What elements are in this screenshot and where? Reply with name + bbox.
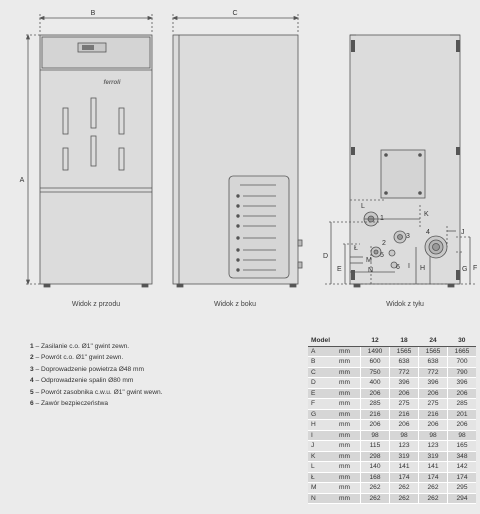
dimension-value: 295 xyxy=(448,483,477,494)
dimension-value: 700 xyxy=(448,357,477,368)
dim-label-l: L xyxy=(361,203,365,210)
dimension-value: 750 xyxy=(361,367,390,378)
dimension-value: 165 xyxy=(448,441,477,452)
dimension-value: 115 xyxy=(361,441,390,452)
dimension-value: 216 xyxy=(361,409,390,420)
dimension-value: 396 xyxy=(419,378,448,389)
dimension-value: 216 xyxy=(419,409,448,420)
dimension-unit: mm xyxy=(336,399,361,410)
dimension-value: 275 xyxy=(419,399,448,410)
dimension-value: 396 xyxy=(448,378,477,389)
dimension-key: C xyxy=(308,367,336,378)
dimension-key: E xyxy=(308,388,336,399)
dimension-key: D xyxy=(308,378,336,389)
dimension-value: 201 xyxy=(448,409,477,420)
dimension-unit: mm xyxy=(336,451,361,462)
connection-number-1: 1 xyxy=(380,215,384,222)
dimension-key: I xyxy=(308,430,336,441)
dimension-value: 206 xyxy=(361,420,390,431)
legend-item: 6 – Zawór bezpieczeństwa xyxy=(30,400,109,408)
table-row xyxy=(308,493,476,504)
dimension-value: 1490 xyxy=(361,346,390,357)
dimension-value: 772 xyxy=(390,367,419,378)
dim-label-m: M xyxy=(366,257,372,264)
dimension-key: M xyxy=(308,483,336,494)
table-header-row xyxy=(308,336,476,346)
dimension-value: 600 xyxy=(361,357,390,368)
connection-number-2: 2 xyxy=(382,240,386,247)
dimension-value: 98 xyxy=(390,430,419,441)
dimension-unit: mm xyxy=(336,493,361,504)
table-body xyxy=(308,346,476,504)
caption-side-view: Widok z boku xyxy=(213,301,257,308)
dimension-key: A xyxy=(308,346,336,357)
dimension-value: 206 xyxy=(361,388,390,399)
dimension-value: 206 xyxy=(448,388,477,399)
dimensions-table xyxy=(308,336,476,504)
legend-item: 1 – Zasilanie c.o. Ø1" gwint zewn. xyxy=(30,343,130,350)
table-row xyxy=(308,451,476,462)
dimension-value: 140 xyxy=(361,462,390,473)
table-row xyxy=(308,367,476,378)
dimension-value: 1665 xyxy=(448,346,477,357)
dimension-key: G xyxy=(308,409,336,420)
dimension-value: 319 xyxy=(419,451,448,462)
dimension-value: 174 xyxy=(390,472,419,483)
dimension-value: 98 xyxy=(419,430,448,441)
dimension-unit: mm xyxy=(336,378,361,389)
table-row xyxy=(308,388,476,399)
header-model-18: 18 xyxy=(390,336,419,346)
connection-number-4: 4 xyxy=(426,229,430,236)
table-row xyxy=(308,378,476,389)
dimension-key: H xyxy=(308,420,336,431)
dimension-value: 772 xyxy=(419,367,448,378)
dimension-value: 216 xyxy=(390,409,419,420)
header-model-30: 30 xyxy=(448,336,477,346)
dimension-unit: mm xyxy=(336,430,361,441)
legend-item: 2 – Powrót c.o. Ø1" gwint zewn. xyxy=(30,354,124,362)
table-row xyxy=(308,357,476,368)
dimension-value: 123 xyxy=(390,441,419,452)
dimension-unit: mm xyxy=(336,409,361,420)
caption-rear-view: Widok z tyłu xyxy=(386,301,424,308)
dimension-value: 262 xyxy=(390,493,419,504)
header-model: Model xyxy=(308,336,361,346)
dimension-unit: mm xyxy=(336,357,361,368)
dimension-key: J xyxy=(308,441,336,452)
table-row xyxy=(308,399,476,410)
connection-number-5: 5 xyxy=(380,252,384,259)
dimension-unit: mm xyxy=(336,441,361,452)
dimension-value: 285 xyxy=(448,399,477,410)
connection-number-3: 3 xyxy=(406,233,410,240)
dimension-value: 206 xyxy=(419,420,448,431)
dimension-value: 294 xyxy=(448,493,477,504)
dimension-key: F xyxy=(308,399,336,410)
dimension-value: 174 xyxy=(448,472,477,483)
dim-label-h: H xyxy=(420,265,426,272)
dim-label-n: N xyxy=(368,267,374,274)
dimension-value: 396 xyxy=(390,378,419,389)
dimension-value: 206 xyxy=(448,420,477,431)
dimension-unit: mm xyxy=(336,462,361,473)
dimension-value: 348 xyxy=(448,451,477,462)
dimension-value: 790 xyxy=(448,367,477,378)
dim-label-e: E xyxy=(337,266,342,273)
dim-label-g: G xyxy=(462,266,468,273)
dimension-unit: mm xyxy=(336,388,361,399)
dim-label-c: C xyxy=(232,10,238,17)
dimension-value: 123 xyxy=(419,441,448,452)
connection-number-6: 6 xyxy=(396,264,400,271)
dimension-value: 142 xyxy=(448,462,477,473)
dim-label-i: I xyxy=(408,263,410,270)
side-view xyxy=(173,14,302,287)
dimension-value: 262 xyxy=(419,493,448,504)
dim-label-b: B xyxy=(90,10,96,17)
dimension-value: 262 xyxy=(390,483,419,494)
dimension-key: N xyxy=(308,493,336,504)
dimension-value: 174 xyxy=(419,472,448,483)
dim-label-a: A xyxy=(19,177,25,184)
dimension-value: 638 xyxy=(419,357,448,368)
table-row xyxy=(308,409,476,420)
dimension-unit: mm xyxy=(336,472,361,483)
rear-view xyxy=(325,35,478,287)
header-model-24: 24 xyxy=(419,336,448,346)
dimension-value: 285 xyxy=(361,399,390,410)
dimension-value: 262 xyxy=(361,493,390,504)
dimension-value: 98 xyxy=(448,430,477,441)
dimension-unit: mm xyxy=(336,420,361,431)
legend-item: 5 – Powrót zasobnika c.w.u. Ø1" gwint wewn. xyxy=(30,388,163,396)
dimension-key: B xyxy=(308,357,336,368)
legend-item: 4 – Odprowadzenie spalin Ø80 mm xyxy=(30,377,134,385)
dim-label-j: J xyxy=(461,229,465,236)
dim-label-f: F xyxy=(473,265,478,272)
dimension-value: 275 xyxy=(390,399,419,410)
table-row xyxy=(308,483,476,494)
table-row xyxy=(308,441,476,452)
dimension-value: 1565 xyxy=(419,346,448,357)
dimension-value: 1565 xyxy=(390,346,419,357)
dimension-value: 262 xyxy=(419,483,448,494)
caption-front-view: Widok z przodu xyxy=(71,301,121,308)
dimension-key: Ł xyxy=(308,472,336,483)
table-row xyxy=(308,472,476,483)
dim-label-lstroke: Ł xyxy=(354,245,358,252)
table-row xyxy=(308,420,476,431)
brand-logo: ferroli xyxy=(103,80,121,86)
dim-label-d: D xyxy=(323,253,329,260)
table-row xyxy=(308,462,476,473)
dimension-value: 319 xyxy=(390,451,419,462)
dimension-value: 206 xyxy=(390,420,419,431)
dimension-value: 206 xyxy=(390,388,419,399)
dimension-value: 206 xyxy=(419,388,448,399)
dimension-value: 298 xyxy=(361,451,390,462)
dimension-value: 98 xyxy=(361,430,390,441)
header-model-12: 12 xyxy=(361,336,390,346)
table-row xyxy=(308,430,476,441)
dimension-value: 262 xyxy=(361,483,390,494)
dim-label-k: K xyxy=(424,211,429,218)
front-view xyxy=(26,14,152,287)
dimension-value: 168 xyxy=(361,472,390,483)
dimension-value: 141 xyxy=(419,462,448,473)
dimension-value: 141 xyxy=(390,462,419,473)
connections-legend xyxy=(30,341,162,409)
dimension-value: 400 xyxy=(361,378,390,389)
dimension-key: L xyxy=(308,462,336,473)
dimension-unit: mm xyxy=(336,367,361,378)
dimension-key: K xyxy=(308,451,336,462)
dimension-unit: mm xyxy=(336,346,361,357)
dimension-unit: mm xyxy=(336,483,361,494)
legend-item: 3 – Doprowadzenie powietrza Ø48 mm xyxy=(30,365,144,373)
dimension-value: 638 xyxy=(390,357,419,368)
table-row xyxy=(308,346,476,357)
